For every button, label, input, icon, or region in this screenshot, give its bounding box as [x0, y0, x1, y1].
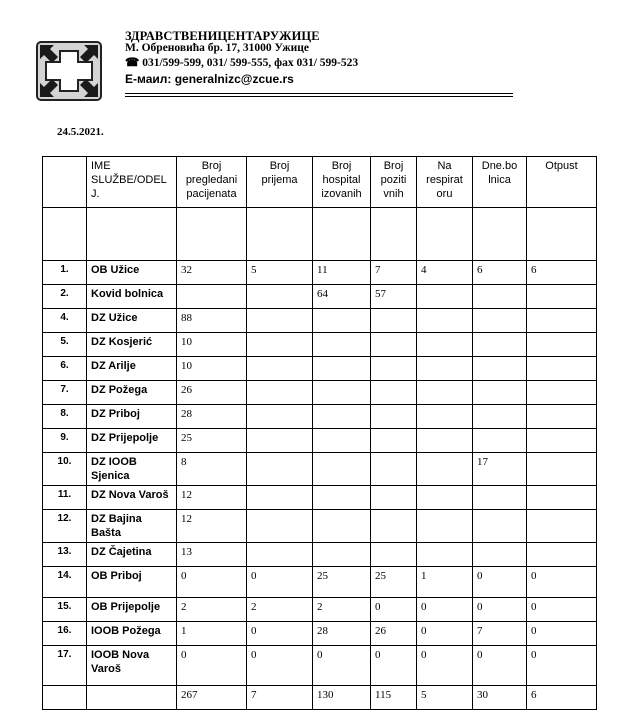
cell-num: 4.: [43, 309, 87, 333]
cell-num: 5.: [43, 333, 87, 357]
cell-pozitivnih: [371, 357, 417, 381]
table-row: [43, 405, 597, 429]
cell-hospitalizovanih: [313, 405, 371, 429]
cell-hospitalizovanih: [313, 543, 371, 567]
cell-pozitivnih: [371, 381, 417, 405]
cell-hospitalizovanih: [313, 510, 371, 543]
cell-pregledani: 88: [177, 309, 247, 333]
cell-prijema: 2: [247, 598, 313, 622]
table-row: [43, 622, 597, 646]
cell-otpust: [527, 453, 597, 486]
table-row: [43, 333, 597, 357]
cell-pregledani: 32: [177, 261, 247, 285]
table-totals-row: [43, 686, 597, 710]
header-divider: [125, 96, 513, 97]
table-row: [43, 598, 597, 622]
cell-pregledani: 10: [177, 333, 247, 357]
cell-hospitalizovanih: [313, 486, 371, 510]
cell-prijema: 0: [247, 646, 313, 686]
cell-pregledani: 26: [177, 381, 247, 405]
cell-pozitivnih: 57: [371, 285, 417, 309]
cell-dnevna-bolnica: 6: [473, 261, 527, 285]
cell-hospitalizovanih: 0: [313, 646, 371, 686]
cell-pozitivnih: 0: [371, 646, 417, 686]
header-cell-hospitalizovanih: Broj hospital izovanih: [313, 157, 371, 208]
cell-name: DZ Užice: [87, 309, 177, 333]
cell-hospitalizovanih: 25: [313, 567, 371, 598]
table-spacer-row: [43, 208, 597, 261]
cell-dnevna-bolnica: [473, 405, 527, 429]
cell-otpust: 6: [527, 686, 597, 710]
cell-name: IOOB Požega: [87, 622, 177, 646]
org-email: Е-маил: generalnizc@zcue.rs: [125, 72, 294, 86]
cell-hospitalizovanih: [313, 453, 371, 486]
cell-name: IOOB Nova Varoš: [87, 646, 177, 686]
cell-num: 17.: [43, 646, 87, 686]
cell-num: [43, 686, 87, 710]
table-row: [43, 510, 597, 543]
cell-pozitivnih: [371, 405, 417, 429]
cell-hospitalizovanih: 64: [313, 285, 371, 309]
cell-respiratoru: 0: [417, 598, 473, 622]
cell-dnevna-bolnica: [473, 429, 527, 453]
cell-otpust: [527, 510, 597, 543]
cell-pregledani: 1: [177, 622, 247, 646]
cell-name: OB Prijepolje: [87, 598, 177, 622]
cell-hospitalizovanih: 130: [313, 686, 371, 710]
cell-pozitivnih: 25: [371, 567, 417, 598]
cell-num: 15.: [43, 598, 87, 622]
cell-respiratoru: [417, 357, 473, 381]
cell-prijema: [247, 543, 313, 567]
cell-dnevna-bolnica: 0: [473, 567, 527, 598]
cell-name: OB Priboj: [87, 567, 177, 598]
cell-num: 1.: [43, 261, 87, 285]
cell-dnevna-bolnica: [473, 285, 527, 309]
cell-num: 10.: [43, 453, 87, 486]
cell-pregledani: 28: [177, 405, 247, 429]
cell-pozitivnih: [371, 429, 417, 453]
cell-prijema: [247, 357, 313, 381]
header-cell-num: [43, 157, 87, 208]
cell-num: 11.: [43, 486, 87, 510]
cell-otpust: [527, 333, 597, 357]
header-cell-pozitivnih: Broj poziti vnih: [371, 157, 417, 208]
cell-respiratoru: 1: [417, 567, 473, 598]
cell-prijema: [247, 453, 313, 486]
cell-otpust: 0: [527, 622, 597, 646]
header-cell-pregledani: Broj pregledani pacijenata: [177, 157, 247, 208]
cell-num: 7.: [43, 381, 87, 405]
cell-pregledani: 13: [177, 543, 247, 567]
cell-pregledani: [177, 285, 247, 309]
cell-pregledani: 10: [177, 357, 247, 381]
cell-name: Kovid bolnica: [87, 285, 177, 309]
header-cell-prijema: Broj prijema: [247, 157, 313, 208]
cell-otpust: 0: [527, 567, 597, 598]
cell-pozitivnih: 7: [371, 261, 417, 285]
table-row: [43, 381, 597, 405]
cell-respiratoru: [417, 543, 473, 567]
cell-hospitalizovanih: 2: [313, 598, 371, 622]
org-phone: ☎ 031/599-599, 031/ 599-555, фах 031/ 599-523: [125, 57, 359, 69]
cell-num: 14.: [43, 567, 87, 598]
cell-dnevna-bolnica: [473, 510, 527, 543]
cell-respiratoru: 0: [417, 646, 473, 686]
cell-pregledani: 2: [177, 598, 247, 622]
cell-prijema: [247, 405, 313, 429]
cell-respiratoru: [417, 381, 473, 405]
cell-dnevna-bolnica: [473, 381, 527, 405]
cell-respiratoru: [417, 486, 473, 510]
cell-pozitivnih: [371, 309, 417, 333]
table-row: [43, 261, 597, 285]
cell-respiratoru: [417, 333, 473, 357]
cell-pregledani: 267: [177, 686, 247, 710]
cell-pregledani: 12: [177, 486, 247, 510]
cell-pozitivnih: 115: [371, 686, 417, 710]
cell-pozitivnih: [371, 486, 417, 510]
cell-prijema: [247, 333, 313, 357]
cell-name: DZ Prijepolje: [87, 429, 177, 453]
cell-respiratoru: [417, 405, 473, 429]
header-cell-respiratoru: Na respirat oru: [417, 157, 473, 208]
cell-hospitalizovanih: [313, 429, 371, 453]
table-row: [43, 309, 597, 333]
cell-pregledani: 25: [177, 429, 247, 453]
cell-prijema: [247, 429, 313, 453]
table-body: [43, 261, 597, 710]
cell-otpust: [527, 405, 597, 429]
cell-otpust: [527, 285, 597, 309]
cell-name: DZ IOOB Sjenica: [87, 453, 177, 486]
cell-name: DZ Kosjerić: [87, 333, 177, 357]
cell-otpust: [527, 381, 597, 405]
cell-pozitivnih: 26: [371, 622, 417, 646]
cell-hospitalizovanih: [313, 309, 371, 333]
cell-prijema: 0: [247, 567, 313, 598]
cell-pregledani: 12: [177, 510, 247, 543]
cell-hospitalizovanih: 28: [313, 622, 371, 646]
cell-hospitalizovanih: 11: [313, 261, 371, 285]
cell-respiratoru: 4: [417, 261, 473, 285]
cell-num: 16.: [43, 622, 87, 646]
cell-dnevna-bolnica: 7: [473, 622, 527, 646]
cell-pozitivnih: [371, 510, 417, 543]
cell-pregledani: 8: [177, 453, 247, 486]
cell-pozitivnih: [371, 453, 417, 486]
cell-respiratoru: 0: [417, 622, 473, 646]
cell-otpust: [527, 309, 597, 333]
cell-pregledani: 0: [177, 646, 247, 686]
cell-respiratoru: [417, 510, 473, 543]
cell-respiratoru: [417, 453, 473, 486]
table-row: [43, 646, 597, 686]
cell-name: DZ Bajina Bašta: [87, 510, 177, 543]
cell-pregledani: 0: [177, 567, 247, 598]
cell-pozitivnih: 0: [371, 598, 417, 622]
cell-prijema: 5: [247, 261, 313, 285]
cell-dnevna-bolnica: [473, 309, 527, 333]
cell-respiratoru: 5: [417, 686, 473, 710]
cell-respiratoru: [417, 309, 473, 333]
cell-prijema: [247, 381, 313, 405]
cell-num: 2.: [43, 285, 87, 309]
cell-num: 6.: [43, 357, 87, 381]
cell-name: DZ Priboj: [87, 405, 177, 429]
cell-respiratoru: [417, 285, 473, 309]
cell-dnevna-bolnica: [473, 357, 527, 381]
table-row: [43, 567, 597, 598]
table-row: [43, 357, 597, 381]
cell-otpust: [527, 429, 597, 453]
cell-name: DZ Čajetina: [87, 543, 177, 567]
cell-prijema: 7: [247, 686, 313, 710]
cell-otpust: 6: [527, 261, 597, 285]
medical-cross-arrows-icon: [36, 41, 102, 101]
header-cell-dnevna-bolnica: Dne.bo lnica: [473, 157, 527, 208]
cell-dnevna-bolnica: [473, 486, 527, 510]
table-row: [43, 543, 597, 567]
cell-prijema: [247, 309, 313, 333]
cell-dnevna-bolnica: 17: [473, 453, 527, 486]
table-row: [43, 453, 597, 486]
cell-name: DZ Nova Varoš: [87, 486, 177, 510]
cell-dnevna-bolnica: 30: [473, 686, 527, 710]
table-header-row: [43, 157, 597, 208]
cell-prijema: 0: [247, 622, 313, 646]
cell-hospitalizovanih: [313, 381, 371, 405]
cell-dnevna-bolnica: 0: [473, 646, 527, 686]
cell-pozitivnih: [371, 333, 417, 357]
cell-name: OB Užice: [87, 261, 177, 285]
cell-dnevna-bolnica: 0: [473, 598, 527, 622]
cell-otpust: [527, 357, 597, 381]
cell-dnevna-bolnica: [473, 333, 527, 357]
cell-otpust: [527, 486, 597, 510]
cell-name: DZ Požega: [87, 381, 177, 405]
cell-respiratoru: [417, 429, 473, 453]
table-row: [43, 429, 597, 453]
cell-num: 12.: [43, 510, 87, 543]
cell-hospitalizovanih: [313, 357, 371, 381]
org-address: М. Обреновића бр. 17, 31000 Ужице: [125, 42, 309, 54]
header-cell-name: IME SLUŽBE/ODEL J.: [87, 157, 177, 208]
statistics-table: [42, 156, 597, 710]
table-row: [43, 285, 597, 309]
cell-name: DZ Arilje: [87, 357, 177, 381]
table-row: [43, 486, 597, 510]
cell-otpust: 0: [527, 598, 597, 622]
cell-name: [87, 686, 177, 710]
cell-otpust: [527, 543, 597, 567]
org-title: ЗДРАВСТВЕНИЦЕНТАРУЖИЦЕ: [125, 29, 320, 43]
cell-num: 13.: [43, 543, 87, 567]
cell-prijema: [247, 510, 313, 543]
cell-pozitivnih: [371, 543, 417, 567]
document-date: 24.5.2021.: [57, 126, 104, 138]
header-divider: [125, 93, 513, 94]
cell-prijema: [247, 285, 313, 309]
cell-prijema: [247, 486, 313, 510]
cell-dnevna-bolnica: [473, 543, 527, 567]
cell-num: 9.: [43, 429, 87, 453]
cell-hospitalizovanih: [313, 333, 371, 357]
header-cell-otpust: Otpust: [527, 157, 597, 208]
cell-num: 8.: [43, 405, 87, 429]
cell-otpust: 0: [527, 646, 597, 686]
